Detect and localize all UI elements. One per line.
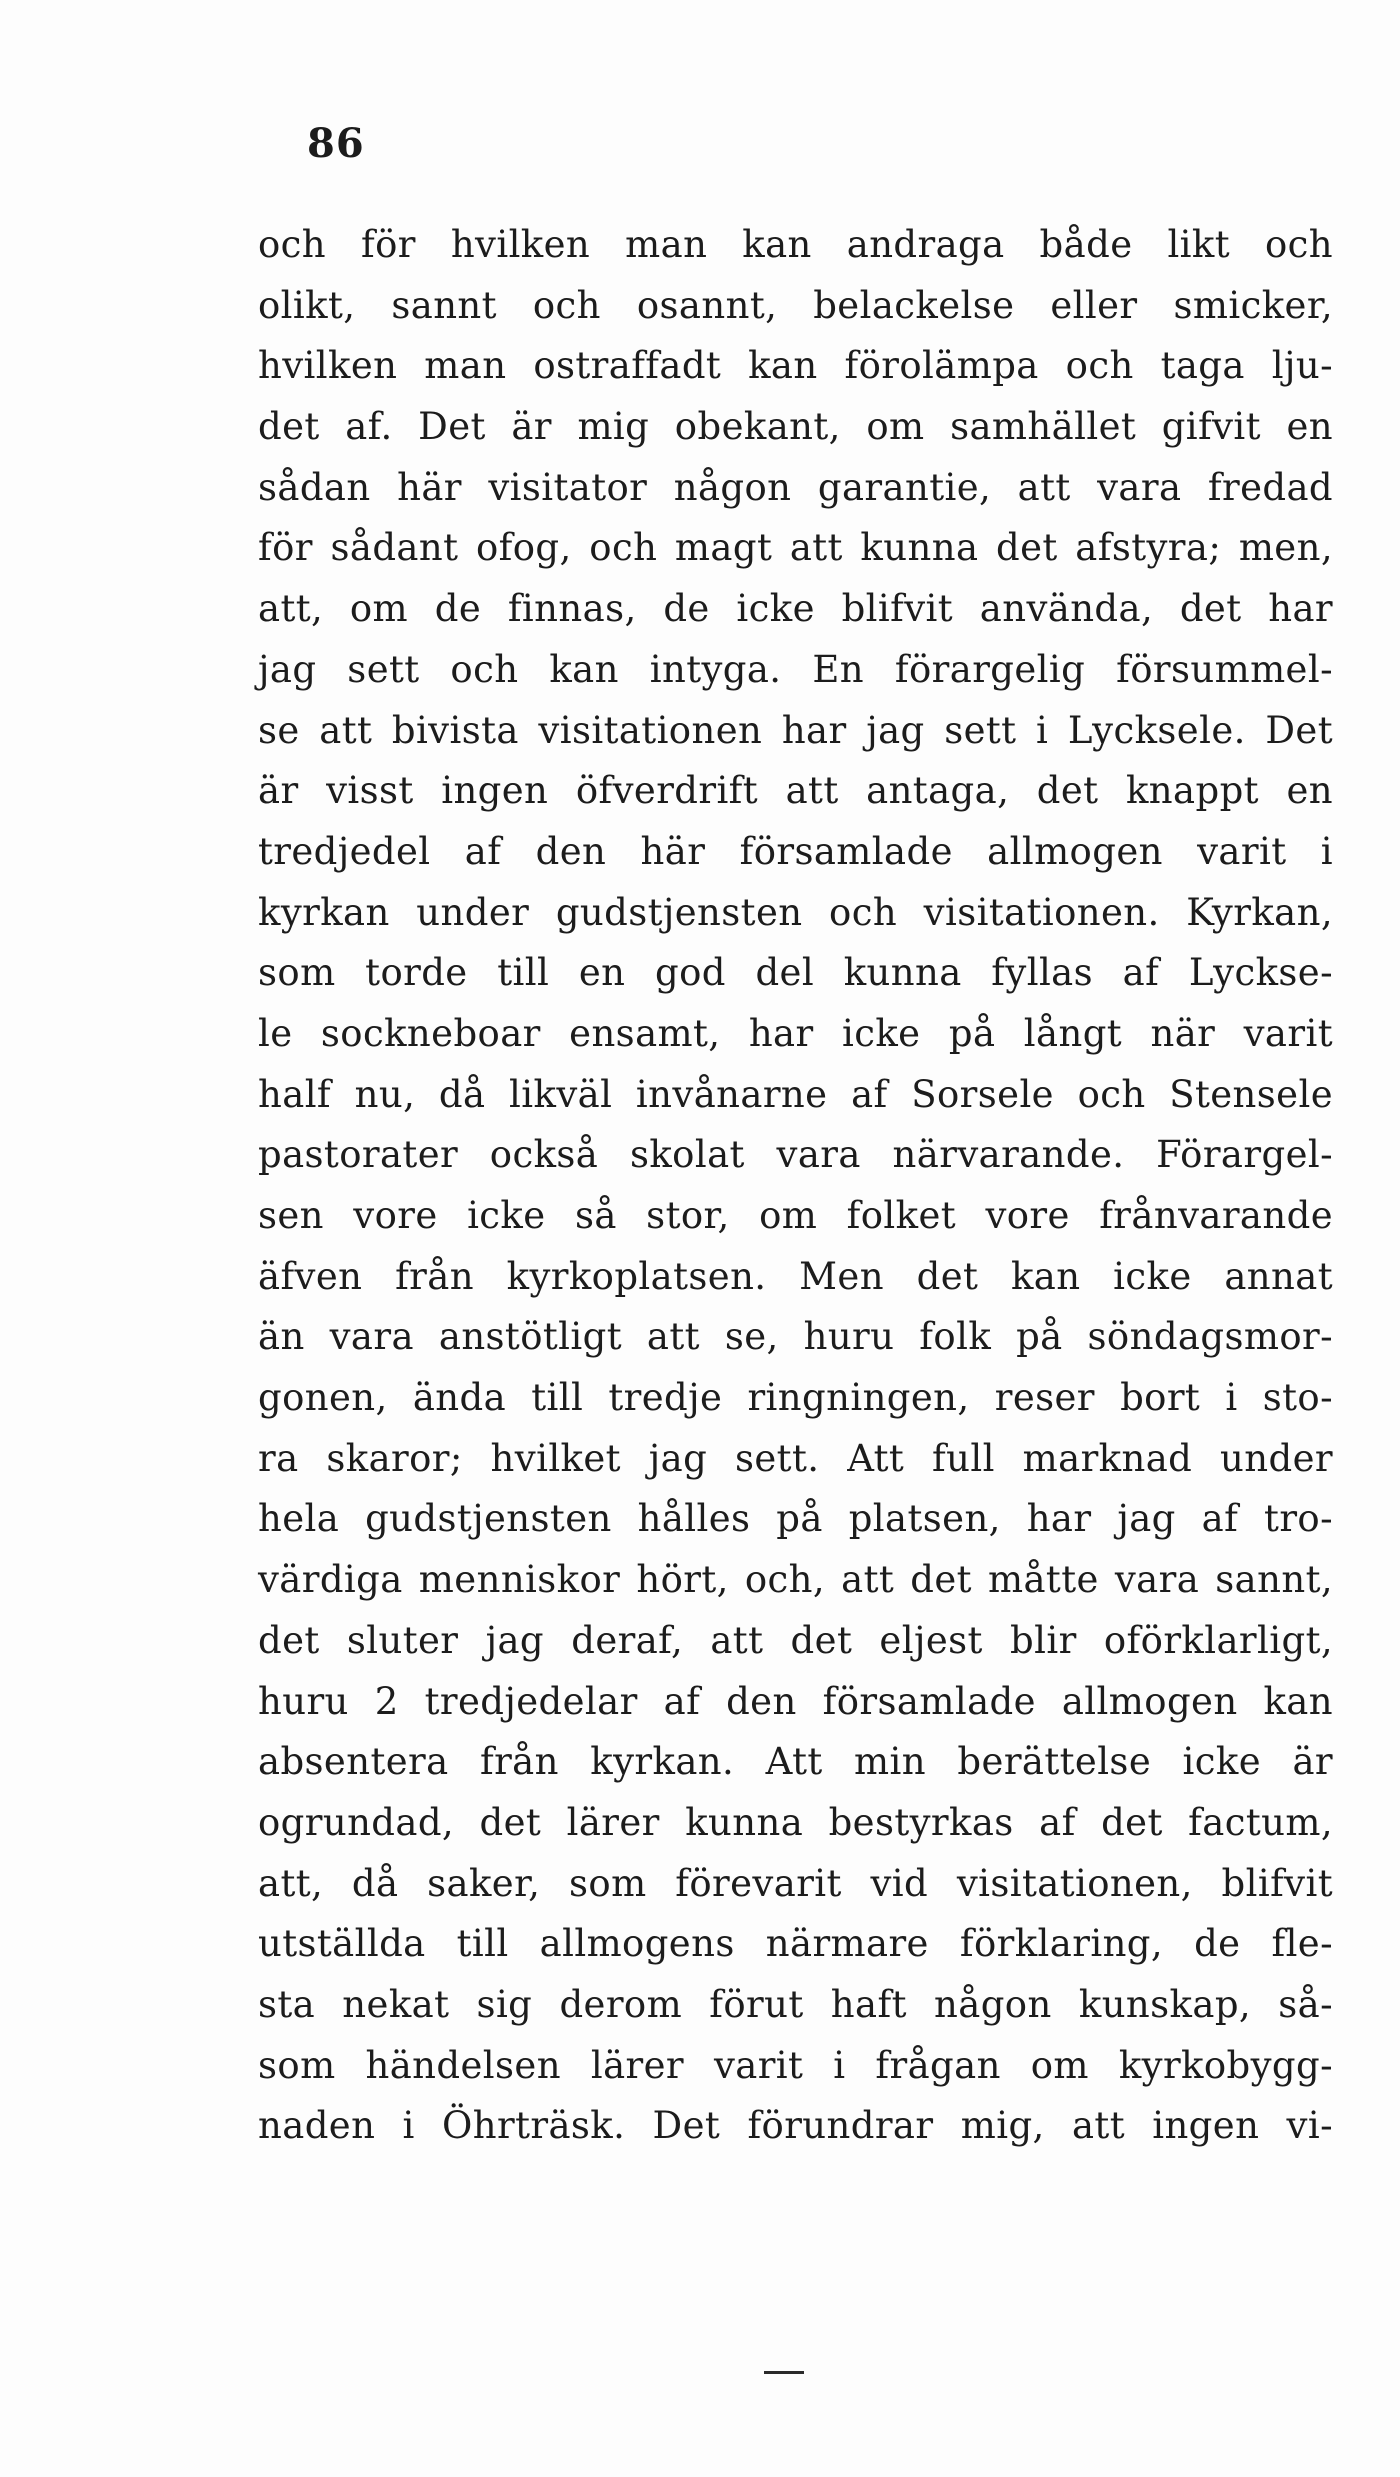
text-line: för sådant ofog, och magt att kunna det afstyra; men, [258, 526, 1333, 570]
text-line: kyrkan under gudstjensten och visitationen. Kyrkan, [258, 890, 1333, 934]
text-line: hvilken man ostraffadt kan förolämpa och taga lju- [258, 344, 1333, 388]
text-line: att, om de finnas, de icke blifvit använda, det har [258, 587, 1333, 631]
text-line: värdiga menniskor hört, och, att det måtte vara sannt, [258, 1558, 1333, 1602]
text-line: som händelsen lärer varit i frågan om kyrkobygg- [258, 2043, 1333, 2087]
text-line: som torde till en god del kunna fyllas af Lyckse- [258, 951, 1333, 995]
text-line: det sluter jag deraf, att det eljest blir oförklarligt, [258, 1618, 1333, 1662]
text-line: jag sett och kan intyga. En förargelig försummel- [258, 647, 1333, 691]
text-line: äfven från kyrkoplatsen. Men det kan icke annat [258, 1254, 1333, 1298]
text-line: och för hvilken man kan andraga både likt och [258, 223, 1333, 266]
text-line: tredjedel af den här församlade allmogen varit i [258, 829, 1333, 873]
text-line: ogrundad, det lärer kunna bestyrkas af det factum, [258, 1800, 1333, 1844]
text-line: half nu, då likväl invånarne af Sorsele och Stensele [258, 1072, 1333, 1116]
text-line: le sockneboar ensamt, har icke på långt när varit [258, 1011, 1333, 1055]
text-line: ra skaror; hvilket jag sett. Att full marknad under [258, 1436, 1333, 1480]
body-text [258, 215, 1333, 2157]
text-line: utställda till allmogens närmare förklaring, de fle- [258, 1922, 1333, 1966]
text-line: sen vore icke så stor, om folket vore frånvarande [258, 1194, 1333, 1237]
text-line: absentera från kyrkan. Att min berättelse icke är [258, 1740, 1333, 1784]
page-number: 86 [307, 120, 365, 167]
text-line: se att bivista visitationen har jag sett i Lycksele. Det [258, 708, 1333, 752]
text-line: än vara anstötligt att se, huru folk på söndagsmor- [258, 1315, 1333, 1359]
text-line: att, då saker, som förevarit vid visitationen, blifvit [258, 1861, 1333, 1905]
text-line: det af. Det är mig obekant, om samhället gifvit en [258, 405, 1333, 449]
text-line: gonen, ända till tredje ringningen, reser bort i sto- [258, 1376, 1333, 1420]
text-line: huru 2 tredjedelar af den församlade allmogen kan [258, 1679, 1333, 1723]
text-line: sådan här visitator någon garantie, att vara fredad [258, 465, 1333, 509]
text-line: naden i Öhrträsk. Det förundrar mig, att ingen vi- [258, 2104, 1333, 2148]
text-line: olikt, sannt och osannt, belackelse eller smicker, [258, 283, 1333, 327]
text-line: sta nekat sig derom förut haft någon kunskap, så- [258, 1982, 1333, 2026]
text-line: pastorater också skolat vara närvarande. Förargel- [258, 1133, 1333, 1177]
text-line: är visst ingen öfverdrift att antaga, det knappt en [258, 769, 1333, 813]
text-line: hela gudstjensten hålles på platsen, har jag af tro- [258, 1497, 1333, 1541]
footer-rule [764, 2371, 804, 2374]
